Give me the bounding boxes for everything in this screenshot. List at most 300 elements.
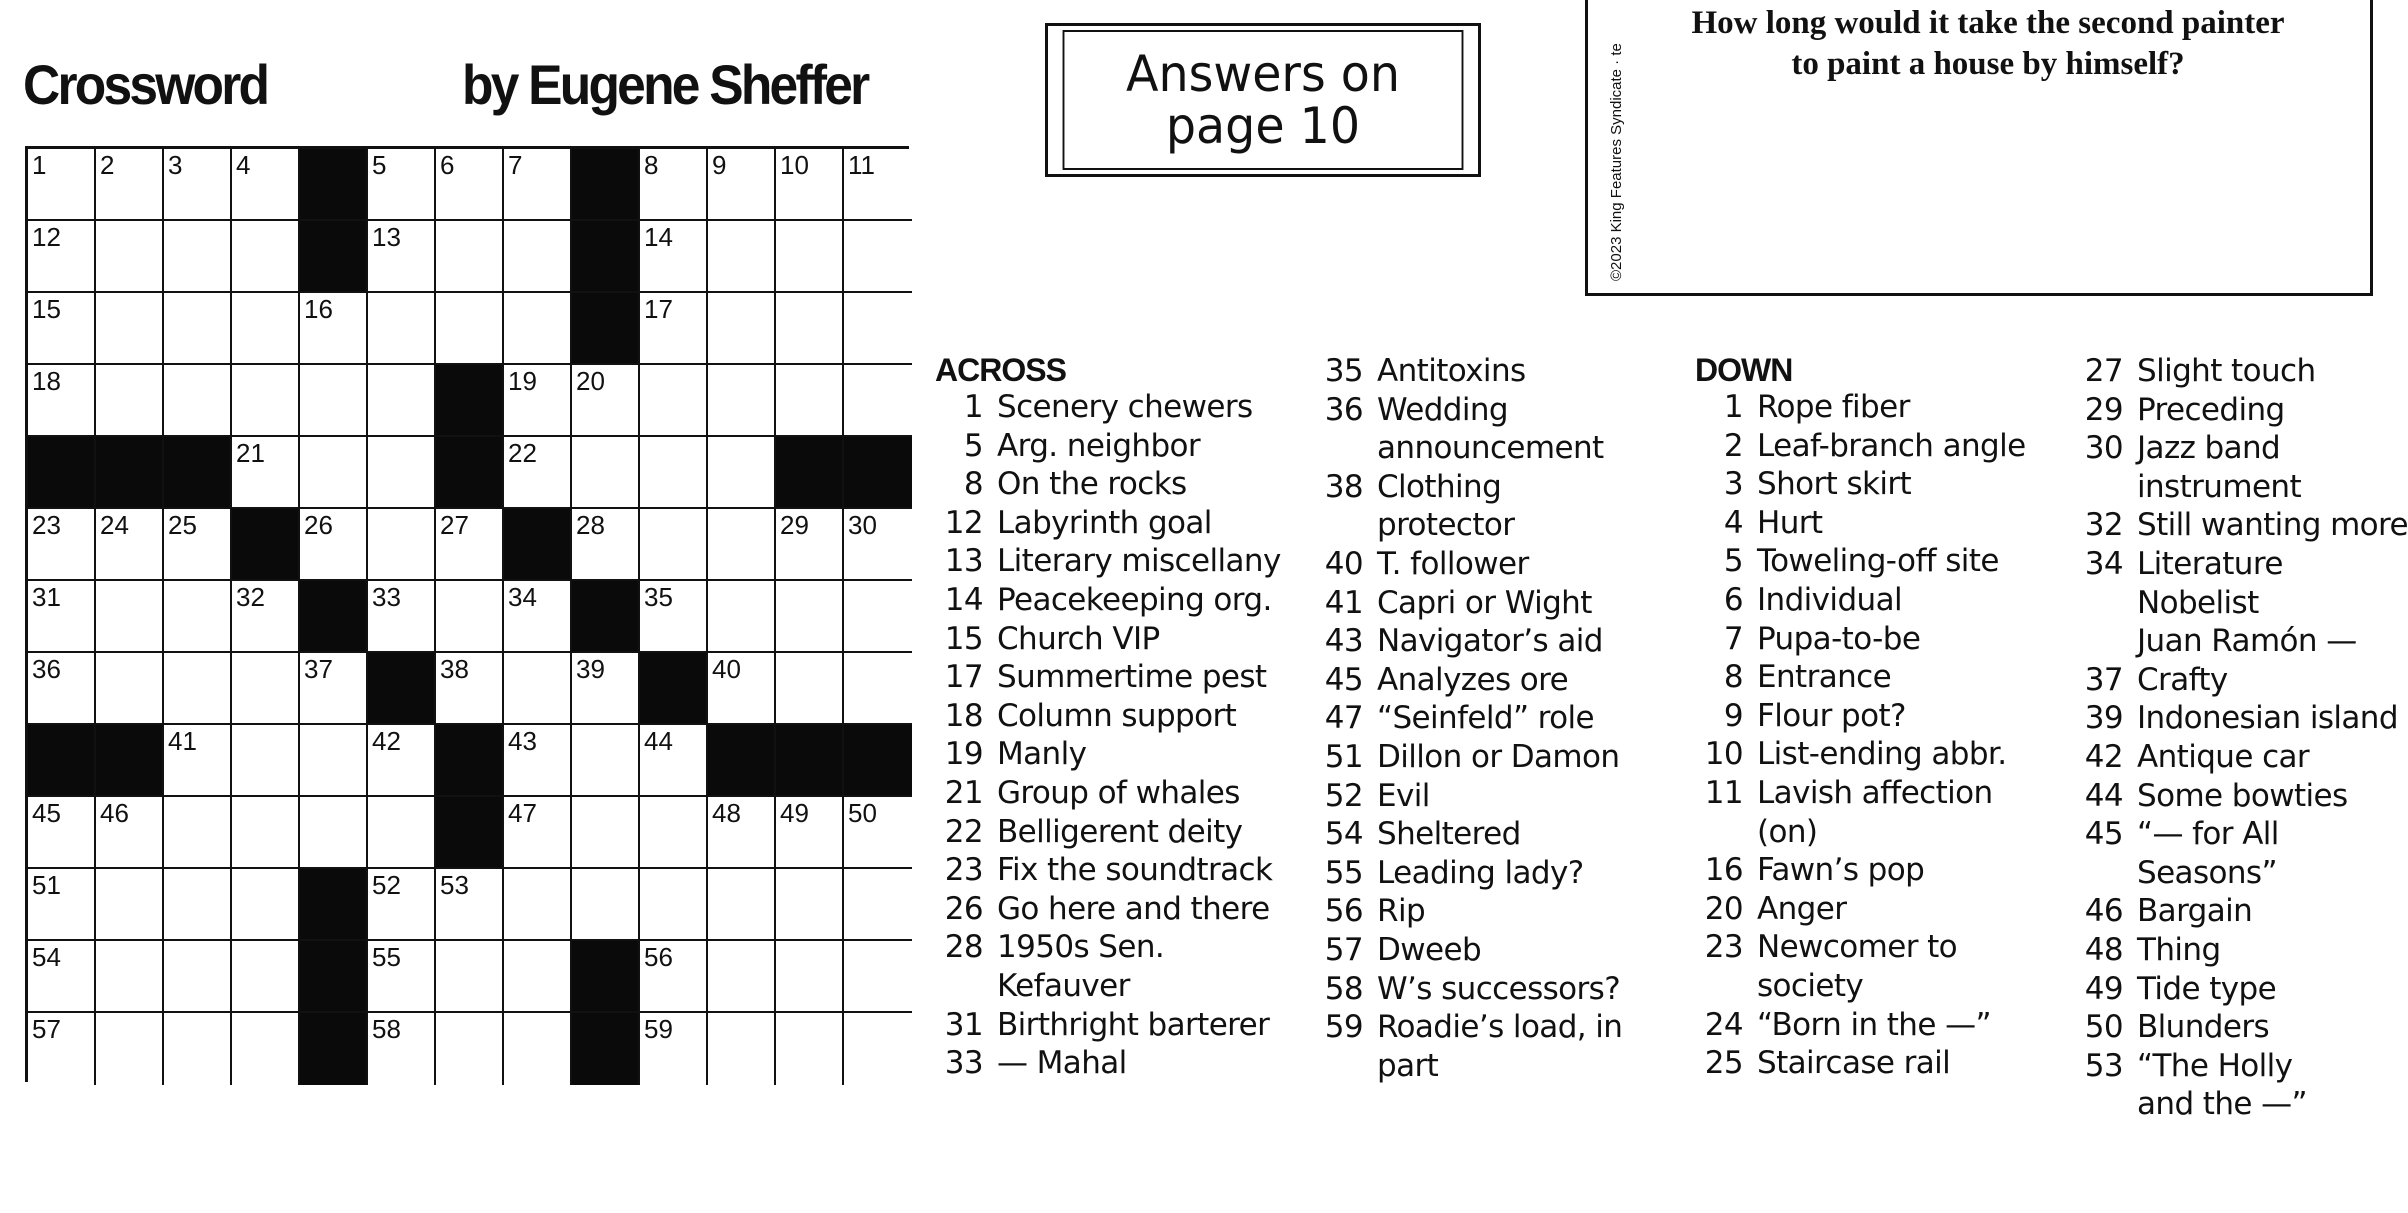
- grid-cell[interactable]: [640, 437, 708, 509]
- across-clue: [935, 504, 1281, 543]
- grid-cell[interactable]: [572, 509, 640, 581]
- across-clue: [1315, 661, 1622, 700]
- grid-cell[interactable]: [300, 653, 368, 725]
- cell-number: 37: [304, 654, 333, 684]
- grid-cell[interactable]: [708, 509, 776, 581]
- grid-block: [572, 293, 640, 365]
- puzzle-question: How long would it take the second painter to paint a house by himself?: [1691, 5, 2285, 82]
- grid-cell[interactable]: [232, 221, 300, 293]
- grid-cell[interactable]: [96, 869, 164, 941]
- clue-number: 15: [944, 620, 983, 657]
- grid-cell[interactable]: [776, 581, 844, 653]
- cell-number: 32: [236, 582, 265, 612]
- grid-block: [572, 581, 640, 653]
- grid-cell[interactable]: [232, 581, 300, 653]
- grid-cell[interactable]: [436, 1013, 504, 1085]
- across-clue-list: [935, 388, 1281, 1083]
- grid-cell[interactable]: [28, 653, 96, 725]
- cell-number: 15: [32, 294, 61, 324]
- grid-cell[interactable]: [640, 293, 708, 365]
- grid-cell[interactable]: [368, 365, 436, 437]
- byline: by Eugene Sheffer: [462, 53, 868, 116]
- cell-number: 58: [372, 1014, 401, 1044]
- cell-number: 3: [168, 150, 183, 180]
- answers-note: Answers on page 10: [1063, 30, 1464, 170]
- cell-number: 4: [236, 150, 251, 180]
- across-clue: [1315, 699, 1622, 738]
- clue-text: instrument: [2137, 468, 2302, 505]
- grid-block: [844, 725, 912, 797]
- grid-cell[interactable]: [504, 1013, 572, 1085]
- grid-cell[interactable]: [232, 869, 300, 941]
- across-clue: [935, 774, 1281, 813]
- clue-number: 13: [944, 543, 983, 580]
- clue-text: Bargain: [2137, 893, 2253, 930]
- grid-cell[interactable]: [572, 437, 640, 509]
- grid-cell[interactable]: [96, 293, 164, 365]
- clue-number: 24: [1704, 1006, 1743, 1043]
- across-clue: [1315, 970, 1622, 1009]
- cell-number: 39: [576, 654, 605, 684]
- across-clue: [1315, 854, 1622, 893]
- across-clue: [1315, 738, 1622, 777]
- grid-cell[interactable]: [640, 869, 708, 941]
- grid-cell[interactable]: [844, 365, 912, 437]
- grid-block: [300, 869, 368, 941]
- cell-number: 21: [236, 438, 265, 468]
- grid-cell[interactable]: [232, 725, 300, 797]
- clue-number: 59: [1324, 1009, 1363, 1046]
- grid-cell[interactable]: [164, 797, 232, 869]
- grid-cell[interactable]: [776, 365, 844, 437]
- grid-cell[interactable]: [96, 149, 164, 221]
- grid-cell[interactable]: [504, 437, 572, 509]
- clue-number: 38: [1324, 468, 1363, 505]
- across-clue: [935, 851, 1281, 890]
- grid-cell[interactable]: [300, 509, 368, 581]
- down-clue: [1695, 658, 2026, 697]
- grid-cell[interactable]: [572, 869, 640, 941]
- grid-cell[interactable]: [776, 293, 844, 365]
- down-clue: [2075, 738, 2408, 777]
- grid-cell[interactable]: [708, 1013, 776, 1085]
- clue-number: 58: [1324, 970, 1363, 1007]
- grid-block: [572, 149, 640, 221]
- grid-cell[interactable]: [708, 293, 776, 365]
- grid-cell[interactable]: [300, 725, 368, 797]
- grid-cell[interactable]: [844, 509, 912, 581]
- clue-number: 56: [1324, 893, 1363, 930]
- grid-cell[interactable]: [640, 221, 708, 293]
- clue-text: Clothing: [1377, 468, 1502, 505]
- clue-text: Sheltered: [1377, 816, 1521, 853]
- grid-cell[interactable]: [28, 869, 96, 941]
- grid-cell[interactable]: [28, 221, 96, 293]
- grid-cell[interactable]: [844, 941, 912, 1013]
- clue-text: Summertime pest: [997, 659, 1267, 696]
- grid-cell[interactable]: [368, 221, 436, 293]
- down-clue: [1695, 542, 2026, 581]
- cell-number: 16: [304, 294, 333, 324]
- clue-number: 23: [944, 852, 983, 889]
- down-clue: [1695, 581, 2026, 620]
- clue-number: 25: [1704, 1045, 1743, 1082]
- clue-text: Group of whales: [997, 774, 1240, 811]
- clue-text: Thing: [2137, 931, 2221, 968]
- cell-number: 18: [32, 366, 61, 396]
- clue-number: [935, 967, 983, 1006]
- down-clue: [1695, 813, 2026, 852]
- grid-cell[interactable]: [28, 365, 96, 437]
- clue-number: 45: [2084, 816, 2123, 853]
- grid-cell[interactable]: [232, 437, 300, 509]
- grid-cell[interactable]: [96, 581, 164, 653]
- grid-cell[interactable]: [96, 509, 164, 581]
- grid-cell[interactable]: [708, 941, 776, 1013]
- grid-cell[interactable]: [300, 437, 368, 509]
- clue-text: Kefauver: [997, 967, 1130, 1004]
- grid-cell[interactable]: [708, 653, 776, 725]
- across-clue: [935, 427, 1281, 466]
- grid-cell[interactable]: [164, 581, 232, 653]
- clue-text: Rip: [1377, 893, 1426, 930]
- clue-text: Indonesian island: [2137, 700, 2398, 737]
- cell-number: 10: [780, 150, 809, 180]
- grid-cell[interactable]: [708, 149, 776, 221]
- grid-cell[interactable]: [436, 221, 504, 293]
- down-column-2: [2075, 352, 2408, 1124]
- grid-cell[interactable]: [504, 365, 572, 437]
- grid-cell[interactable]: [844, 797, 912, 869]
- across-clue: [935, 813, 1281, 852]
- down-clue: [1695, 774, 2026, 813]
- grid-cell[interactable]: [232, 365, 300, 437]
- grid-block: [436, 725, 504, 797]
- grid-cell[interactable]: [844, 1013, 912, 1085]
- across-clue: [935, 658, 1281, 697]
- grid-cell[interactable]: [708, 437, 776, 509]
- grid-cell[interactable]: [708, 869, 776, 941]
- clue-text: Go here and there: [997, 890, 1270, 927]
- grid-cell[interactable]: [436, 653, 504, 725]
- grid-cell[interactable]: [96, 941, 164, 1013]
- across-clue: [1315, 506, 1622, 545]
- grid-cell[interactable]: [368, 797, 436, 869]
- clue-number: 54: [1324, 816, 1363, 853]
- down-clue: [2075, 777, 2408, 816]
- grid-cell[interactable]: [164, 869, 232, 941]
- grid-cell[interactable]: [504, 221, 572, 293]
- grid-block: [708, 725, 776, 797]
- across-clue: [935, 542, 1281, 581]
- grid-cell[interactable]: [28, 149, 96, 221]
- clue-text: society: [1757, 967, 1864, 1004]
- down-clue: [1695, 967, 2026, 1006]
- grid-cell[interactable]: [776, 653, 844, 725]
- grid-cell[interactable]: [504, 293, 572, 365]
- grid-cell[interactable]: [504, 725, 572, 797]
- clue-number: 11: [1704, 774, 1743, 811]
- clue-number: 9: [1723, 697, 1743, 734]
- clue-text: Short skirt: [1757, 466, 1912, 503]
- grid-cell[interactable]: [232, 797, 300, 869]
- grid-cell[interactable]: [776, 869, 844, 941]
- down-clue-list: [2075, 352, 2408, 1124]
- grid-cell[interactable]: [844, 293, 912, 365]
- cell-number: 47: [508, 798, 537, 828]
- cell-number: 9: [712, 150, 727, 180]
- grid-cell[interactable]: [436, 509, 504, 581]
- grid-cell[interactable]: [436, 293, 504, 365]
- clue-text: “— for All: [2137, 816, 2279, 853]
- grid-cell[interactable]: [232, 653, 300, 725]
- grid-cell[interactable]: [28, 797, 96, 869]
- clue-number: 30: [2084, 430, 2123, 467]
- clue-text: Seasons”: [2137, 854, 2277, 891]
- clue-number: 48: [2084, 931, 2123, 968]
- grid-cell[interactable]: [844, 869, 912, 941]
- clue-text: Entrance: [1757, 659, 1892, 696]
- grid-cell[interactable]: [300, 365, 368, 437]
- grid-cell[interactable]: [640, 797, 708, 869]
- clue-number: 3: [1723, 466, 1743, 503]
- cell-number: 48: [712, 798, 741, 828]
- grid-cell[interactable]: [640, 365, 708, 437]
- cell-number: 49: [780, 798, 809, 828]
- grid-cell[interactable]: [436, 149, 504, 221]
- grid-cell[interactable]: [640, 149, 708, 221]
- clue-text: Dweeb: [1377, 931, 1482, 968]
- grid-cell[interactable]: [776, 509, 844, 581]
- grid-cell[interactable]: [844, 581, 912, 653]
- grid-cell[interactable]: [28, 1013, 96, 1085]
- down-clue: [1695, 427, 2026, 466]
- cell-number: 22: [508, 438, 537, 468]
- grid-cell[interactable]: [640, 1013, 708, 1085]
- grid-cell[interactable]: [164, 653, 232, 725]
- clue-text: Peacekeeping org.: [997, 581, 1272, 618]
- cell-number: 6: [440, 150, 455, 180]
- grid-cell[interactable]: [96, 653, 164, 725]
- across-clue: [935, 890, 1281, 929]
- clue-number: 43: [1324, 623, 1363, 660]
- cell-number: 20: [576, 366, 605, 396]
- grid-cell[interactable]: [844, 653, 912, 725]
- clue-text: Analyzes ore: [1377, 661, 1569, 698]
- cell-number: 7: [508, 150, 523, 180]
- grid-cell[interactable]: [776, 941, 844, 1013]
- copyright-notice: ©2023 King Features Syndicate · te: [1608, 43, 1625, 281]
- grid-cell[interactable]: [776, 1013, 844, 1085]
- clue-text: “Born in the —”: [1757, 1006, 1991, 1043]
- across-clue: [1315, 545, 1622, 584]
- down-clue: [1695, 388, 2026, 427]
- grid-cell[interactable]: [776, 797, 844, 869]
- grid-cell[interactable]: [640, 509, 708, 581]
- grid-cell[interactable]: [844, 149, 912, 221]
- clue-number: 12: [944, 504, 983, 541]
- grid-cell[interactable]: [572, 725, 640, 797]
- down-clue: [2075, 468, 2408, 507]
- clue-number: [1315, 429, 1363, 468]
- clue-text: Juan Ramón —: [2137, 623, 2357, 660]
- cell-number: 59: [644, 1014, 673, 1044]
- down-clue: [1695, 890, 2026, 929]
- grid-cell[interactable]: [96, 1013, 164, 1085]
- grid-cell[interactable]: [28, 581, 96, 653]
- grid-cell[interactable]: [368, 293, 436, 365]
- page-title: Crossword: [23, 53, 268, 116]
- cell-number: 25: [168, 510, 197, 540]
- clue-number: 41: [1324, 584, 1363, 621]
- grid-cell[interactable]: [164, 725, 232, 797]
- clue-text: Blunders: [2137, 1009, 2270, 1046]
- grid-cell[interactable]: [844, 221, 912, 293]
- grid-cell[interactable]: [232, 1013, 300, 1085]
- clue-number: 16: [1704, 852, 1743, 889]
- clue-number: 32: [2084, 507, 2123, 544]
- clue-text: List-ending abbr.: [1757, 736, 2007, 773]
- grid-cell[interactable]: [368, 149, 436, 221]
- clue-number: 27: [2084, 353, 2123, 389]
- grid-cell[interactable]: [164, 1013, 232, 1085]
- across-clue: [1315, 931, 1622, 970]
- clue-text: Column support: [997, 697, 1237, 734]
- grid-cell[interactable]: [368, 1013, 436, 1085]
- grid-cell[interactable]: [640, 941, 708, 1013]
- across-clue: [935, 967, 1281, 1006]
- clue-number: 47: [1324, 700, 1363, 737]
- clue-number: [1695, 813, 1743, 852]
- grid-cell[interactable]: [164, 941, 232, 1013]
- grid-cell[interactable]: [436, 941, 504, 1013]
- across-clue: [1315, 815, 1622, 854]
- grid-cell[interactable]: [504, 149, 572, 221]
- across-clue: [935, 735, 1281, 774]
- down-clue: [2075, 622, 2408, 661]
- grid-cell[interactable]: [300, 797, 368, 869]
- clue-text: Literature Nobelist: [2137, 545, 2283, 621]
- across-clue: [935, 697, 1281, 736]
- grid-cell[interactable]: [504, 869, 572, 941]
- grid-cell[interactable]: [28, 293, 96, 365]
- grid-block: [300, 1013, 368, 1085]
- clue-text: Some bowties: [2137, 777, 2348, 814]
- down-clue: [1695, 1044, 2026, 1083]
- grid-cell[interactable]: [776, 149, 844, 221]
- cell-number: 42: [372, 726, 401, 756]
- grid-block: [844, 437, 912, 509]
- grid-cell[interactable]: [708, 221, 776, 293]
- grid-cell[interactable]: [300, 293, 368, 365]
- grid-cell[interactable]: [436, 869, 504, 941]
- clue-number: 8: [963, 466, 983, 503]
- grid-cell[interactable]: [640, 725, 708, 797]
- grid-cell[interactable]: [640, 581, 708, 653]
- cell-number: 40: [712, 654, 741, 684]
- cell-number: 13: [372, 222, 401, 252]
- down-clue: [2075, 892, 2408, 931]
- clue-text: Capri or Wight: [1377, 584, 1592, 621]
- grid-cell[interactable]: [232, 941, 300, 1013]
- grid-block: [436, 437, 504, 509]
- grid-cell[interactable]: [232, 293, 300, 365]
- grid-cell[interactable]: [28, 509, 96, 581]
- grid-cell[interactable]: [708, 365, 776, 437]
- clue-number: 51: [1324, 738, 1363, 775]
- clue-text: announcement: [1377, 430, 1604, 467]
- grid-block: [96, 725, 164, 797]
- cell-number: 31: [32, 582, 61, 612]
- grid-cell[interactable]: [504, 653, 572, 725]
- grid-cell[interactable]: [504, 581, 572, 653]
- grid-cell[interactable]: [368, 869, 436, 941]
- grid-cell[interactable]: [164, 221, 232, 293]
- clue-number: 28: [944, 929, 983, 966]
- grid-cell[interactable]: [708, 581, 776, 653]
- grid-cell[interactable]: [572, 365, 640, 437]
- cell-number: 54: [32, 942, 61, 972]
- clue-text: Labyrinth goal: [997, 504, 1212, 541]
- grid-cell[interactable]: [164, 509, 232, 581]
- grid-cell[interactable]: [368, 509, 436, 581]
- clue-text: “The Holly: [2137, 1047, 2293, 1084]
- across-column-1: [935, 352, 1281, 1083]
- clue-text: Hurt: [1757, 504, 1823, 541]
- across-clue: [1315, 892, 1622, 931]
- clue-number: 19: [944, 736, 983, 773]
- clue-number: 4: [1723, 504, 1743, 541]
- across-clue: [935, 928, 1281, 967]
- grid-cell[interactable]: [96, 797, 164, 869]
- across-clue: [1315, 468, 1622, 507]
- clue-number: [2075, 854, 2123, 893]
- clue-number: [2075, 622, 2123, 661]
- grid-cell[interactable]: [96, 365, 164, 437]
- grid-cell[interactable]: [164, 149, 232, 221]
- clue-number: 17: [944, 659, 983, 696]
- grid-cell[interactable]: [368, 941, 436, 1013]
- grid-cell[interactable]: [368, 581, 436, 653]
- grid-cell[interactable]: [572, 653, 640, 725]
- grid-cell[interactable]: [28, 941, 96, 1013]
- cell-number: 17: [644, 294, 673, 324]
- clue-text: Antique car: [2137, 738, 2310, 775]
- cell-number: 46: [100, 798, 129, 828]
- grid-cell[interactable]: [96, 221, 164, 293]
- down-clue: [2075, 391, 2408, 430]
- grid-cell[interactable]: [164, 365, 232, 437]
- grid-cell[interactable]: [368, 725, 436, 797]
- down-clue: [2075, 661, 2408, 700]
- clue-text: Arg. neighbor: [997, 427, 1201, 464]
- grid-cell[interactable]: [368, 437, 436, 509]
- grid-cell[interactable]: [776, 221, 844, 293]
- grid-cell[interactable]: [232, 149, 300, 221]
- grid-cell[interactable]: [436, 581, 504, 653]
- cell-number: 2: [100, 150, 115, 180]
- grid-cell[interactable]: [164, 293, 232, 365]
- cell-number: 44: [644, 726, 673, 756]
- clue-number: 21: [944, 774, 983, 811]
- grid-cell[interactable]: [504, 941, 572, 1013]
- clue-text: Leaf-branch angle: [1757, 427, 2026, 464]
- grid-cell[interactable]: [572, 797, 640, 869]
- cell-number: 52: [372, 870, 401, 900]
- grid-cell[interactable]: [708, 797, 776, 869]
- grid-cell[interactable]: [504, 797, 572, 869]
- clue-text: On the rocks: [997, 466, 1187, 503]
